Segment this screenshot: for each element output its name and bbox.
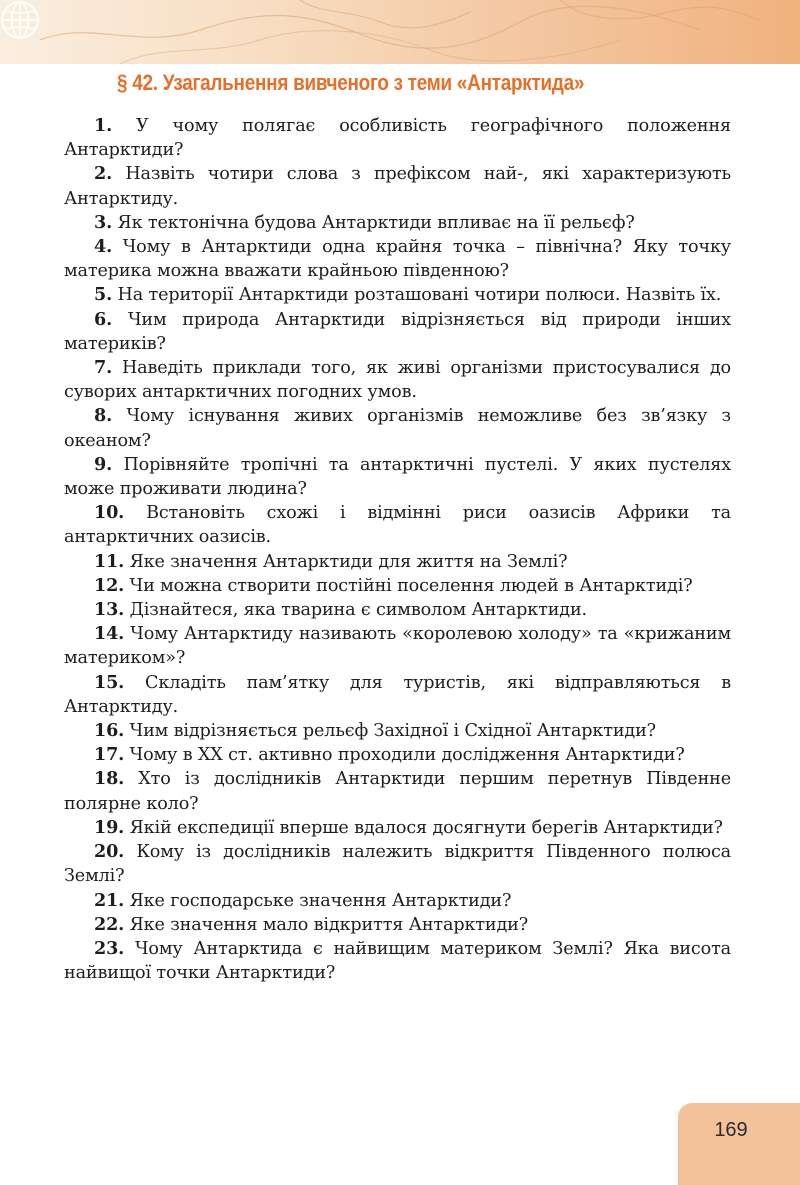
question-number: 15. [94, 671, 125, 693]
question-item [64, 574, 731, 598]
question-number: 11. [94, 550, 125, 572]
question-text: Чому Антарктида є найвищим материком Землі? Яка висота найвищої точки Антарктиди? [64, 938, 732, 984]
map-decoration [0, 0, 800, 64]
question-item [64, 211, 731, 235]
question-item [64, 622, 731, 670]
question-text: Назвіть чотири слова з префіксом най-, які характеризують Антарктиду. [64, 164, 731, 209]
question-text: Яке господарське значення Антарктиди? [129, 890, 512, 911]
header-band [0, 0, 800, 64]
question-number: 20. [94, 841, 125, 863]
question-text: Чим відрізняється рельєф Західної і Східної Антарктиди? [129, 721, 656, 742]
question-item [64, 162, 731, 210]
question-item [64, 598, 731, 622]
question-item [64, 283, 731, 307]
question-item [64, 550, 731, 574]
question-text: На території Антарктиди розташовані чотири полюси. Назвіть їх. [117, 285, 722, 306]
question-item [64, 816, 731, 840]
question-number: 7. [94, 357, 113, 379]
question-text: Чому в Антарктиди одна крайня точка – північна? Яку точку материка можна вважати крайньою південною? [64, 237, 731, 282]
question-list [64, 114, 731, 985]
question-item [64, 913, 731, 937]
question-item [64, 840, 731, 888]
question-item [64, 767, 731, 815]
question-item [64, 889, 731, 913]
question-number: 8. [94, 405, 113, 427]
question-text: Складіть пам’ятку для туристів, які відправляються в Антарктиду. [64, 672, 732, 717]
question-number: 10. [94, 502, 125, 524]
question-item [64, 453, 731, 501]
question-number: 14. [94, 623, 125, 645]
question-text: Дізнайтеся, яка тварина є символом Антарктиди. [129, 600, 587, 621]
question-item [64, 404, 731, 452]
question-text: Хто із дослідників Антарктиди першим перетнув Південне полярне коло? [64, 769, 731, 814]
question-item [64, 671, 731, 719]
question-item [64, 114, 731, 162]
question-number: 13. [94, 599, 125, 621]
question-number: 2. [94, 163, 113, 185]
question-number: 3. [94, 211, 113, 233]
question-text: Наведіть приклади того, як живі організми пристосувалися до суворих антарктичних погодних умов. [64, 358, 731, 403]
page-number: 169 [714, 1119, 748, 1141]
question-number: 6. [94, 308, 113, 330]
question-item [64, 743, 731, 767]
globe-icon [0, 0, 40, 40]
question-number: 23. [94, 937, 125, 959]
question-number: 19. [94, 816, 125, 838]
question-text: Яке значення Антарктиди для життя на Землі? [129, 551, 568, 572]
question-number: 18. [94, 768, 125, 790]
question-number: 16. [94, 720, 125, 742]
question-text: Чому існування живих організмів неможливе без зв’язку з океаном? [64, 406, 731, 451]
question-number: 9. [94, 453, 113, 475]
question-number: 12. [94, 574, 125, 596]
question-text: У чому полягає особливість географічного положення Антарктиди? [64, 116, 731, 161]
question-number: 17. [94, 744, 125, 766]
question-text: Чи можна створити постійні поселення людей в Антарктиді? [129, 575, 693, 596]
question-text: Встановіть схожі і відмінні риси оазисів Африки та антарктичних оазисів. [64, 503, 732, 548]
question-text: Як тектонічна будова Антарктиди впливає на її рельєф? [117, 212, 635, 233]
question-number: 4. [94, 236, 113, 258]
question-number: 21. [94, 889, 125, 911]
question-item [64, 308, 731, 356]
question-item [64, 501, 731, 549]
page-title: § 42. Узагальнення вивченого з теми «Антарктида» [117, 70, 585, 95]
question-text: Чим природа Антарктиди відрізняється від природи інших материків? [64, 309, 731, 354]
question-text: Чому Антарктиду називають «королевою холоду» та «крижаним материком»? [64, 624, 731, 669]
question-item [64, 356, 731, 404]
question-text: Кому із дослідників належить відкриття Південного полюса Землі? [64, 842, 732, 887]
question-text: Порівняйте тропічні та антарктичні пустелі. У яких пустелях може проживати людина? [64, 454, 731, 500]
question-text: Чому в XX ст. активно проходили дослідження Антарктиди? [129, 745, 685, 766]
question-text: Яке значення мало відкриття Антарктиди? [129, 914, 529, 935]
question-text: Якій експедиції вперше вдалося досягнути берегів Антарктиди? [129, 817, 723, 838]
question-number: 5. [94, 284, 113, 306]
page-number-tab [678, 1103, 800, 1185]
question-number: 22. [94, 913, 125, 935]
question-item [64, 235, 731, 283]
question-number: 1. [94, 115, 113, 136]
question-item [64, 937, 731, 985]
question-item [64, 719, 731, 743]
